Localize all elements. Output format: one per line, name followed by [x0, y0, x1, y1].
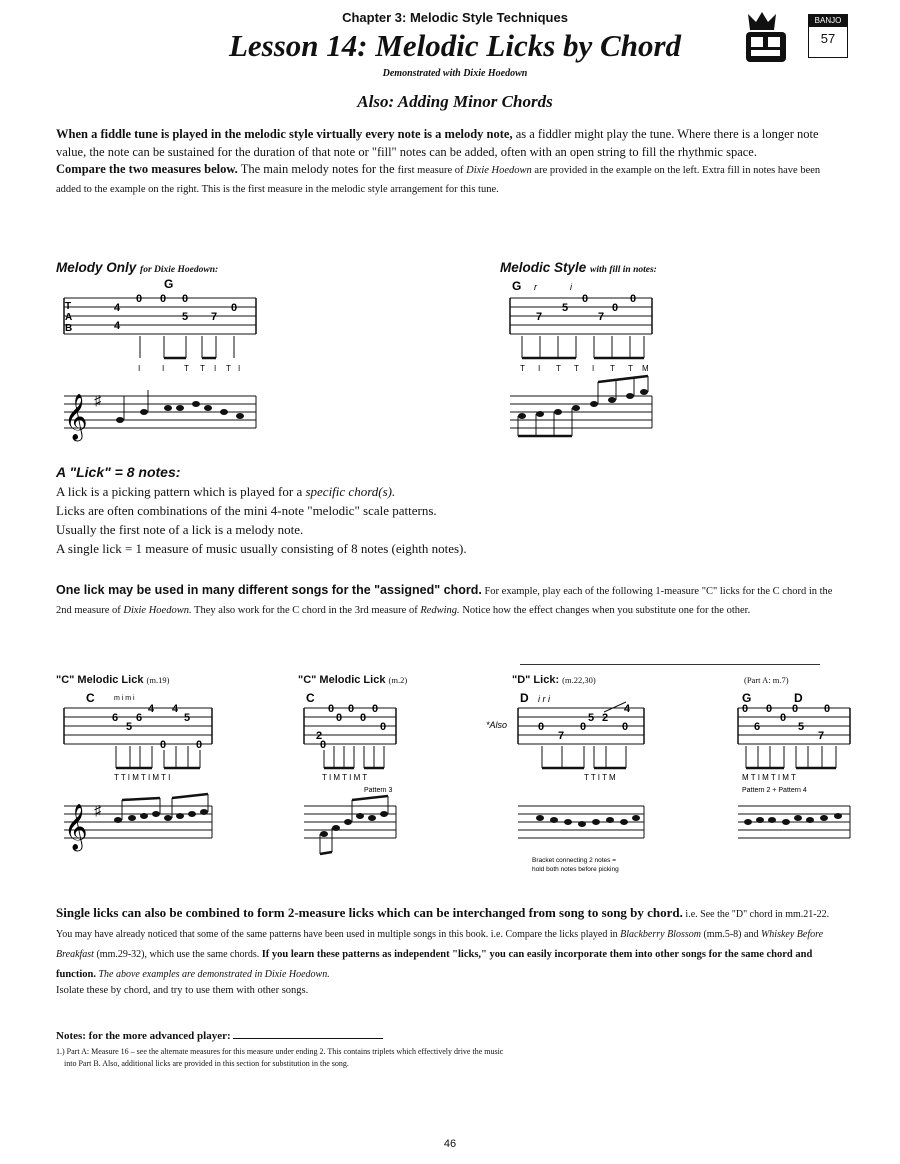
- single-licks-last-line: Isolate these by chord, and try to use them with other songs.: [56, 985, 309, 996]
- tab-number: 0: [231, 302, 238, 314]
- treble-clef-icon: 𝄞: [64, 805, 88, 849]
- tab-number: 5: [588, 712, 595, 724]
- example-2-chord: C: [306, 691, 315, 705]
- notes-line-1: 1.) Part A: Measure 16 – see the alternate measures for this measure under ending 2. This contains triplets which effectively drive the music: [56, 1047, 504, 1056]
- finger-label: T: [520, 364, 525, 373]
- tab-number: 2: [602, 712, 609, 724]
- tab-number: 4: [172, 703, 179, 715]
- lick-line-1: A lick is a picking pattern which is played for a specific chord(s).: [56, 484, 396, 499]
- intro-section: [56, 126, 846, 198]
- intro-paragraph-2: [56, 161, 846, 198]
- melodic-style-chord: G: [512, 279, 522, 293]
- tab-number: 0: [320, 739, 327, 751]
- lesson-subtitle: Also: Adding Minor Chords: [357, 92, 553, 111]
- one-lick-section: [56, 582, 846, 619]
- example-2-label: "C" Melodic Lick (m.2): [298, 674, 408, 686]
- melodic-style-label: Melodic Style with fill in notes:: [500, 260, 657, 275]
- finger-label: T: [556, 364, 561, 373]
- single-licks-paragraph: Single licks can also be combined to form 2-measure licks which can be interchanged from song to song by chord. i.e. See the "D" chord in mm.21-22. You may have already noticed that some of the same patterns have been used in multiple songs in this book. i.e. Compare the licks played in Blackberry Blossom (mm.5-8) and Whiskey Before Breakfast (mm.29-32), which use the same chords. If you learn these patterns as independent "licks," you can easily incorporate them into other songs for the same chord and function. The above examples are demonstrated in Dixie Hoedown.: [56, 905, 830, 980]
- tab-number: 5: [798, 721, 805, 733]
- tab-number: 0: [630, 293, 637, 305]
- example-4-notation: [732, 688, 856, 858]
- finger-label: I: [238, 364, 241, 373]
- melody-only-notation: [56, 276, 266, 446]
- notes-line-2: into Part B. Also, additional licks are provided in this section for substitution in the song.: [64, 1059, 349, 1068]
- finger-label: T: [226, 364, 231, 373]
- intro-p2-bold: Compare the two measures below.: [56, 162, 238, 176]
- intro-p1-bold: When a fiddle tune is played in the melodic style virtually every note is a melody note,: [56, 127, 513, 141]
- finger-label: T: [574, 364, 579, 373]
- tab-number: 6: [112, 712, 119, 724]
- intro-p1-rest: as a fiddler might play the tune. Where there is a longer note value, the note can be sustained for the duration of that note or "fill" notes can be added, often with an open string to fill the rhythmic space.: [56, 127, 819, 159]
- lick-line-3: Usually the first note of a lick is a melody note.: [56, 522, 304, 537]
- intro-p2-small2: are provided in the example on the left. Extra fill in notes have been added to the example on the right. This is the first measure in the melodic style arrangement for this tune.: [56, 165, 821, 195]
- tab-number: 0: [160, 293, 167, 305]
- finger-label: I: [538, 364, 541, 373]
- intro-p2-small1: first measure of: [397, 165, 467, 176]
- example-1-finger-top: m i m i: [114, 695, 135, 702]
- finger-mark: i: [570, 282, 572, 292]
- tab-number: 7: [536, 311, 543, 323]
- example-3-marks: i r i: [538, 694, 550, 704]
- page-box-label: BANJO: [809, 15, 847, 27]
- melodic-style-notation: [502, 276, 662, 446]
- tab-number: 0: [582, 293, 589, 305]
- publisher-logo-icon: [740, 8, 792, 66]
- tab-number: 0: [136, 293, 143, 305]
- tab-number: 7: [818, 730, 825, 742]
- melody-only-chord: G: [164, 277, 174, 291]
- tab-number: 6: [136, 712, 143, 724]
- finger-label: I: [138, 364, 141, 373]
- tab-number: 0: [336, 712, 343, 724]
- finger-label: I: [214, 364, 217, 373]
- tab-number: 0: [792, 703, 799, 715]
- tab-number: 5: [562, 302, 569, 314]
- example-4-chord-d: D: [794, 691, 803, 705]
- lick-section: [56, 464, 846, 558]
- treble-clef-icon: 𝄞: [64, 395, 88, 439]
- tab-number: 0: [742, 703, 749, 715]
- tab-number: 0: [780, 712, 787, 724]
- finger-label: M: [642, 364, 649, 373]
- tab-number: 5: [184, 712, 191, 724]
- one-lick-paragraph: One lick may be used in many different songs for the "assigned" chord. For example, play each of the following 1-measure "C" licks for the C chord in the 2nd measure of Dixie Hoedown. They also work for the C chord in the 3rd measure of Redwing. Notice how the effect changes when you substitute one for the other.: [56, 583, 833, 616]
- notes-section: [56, 1030, 846, 1070]
- sharp-icon: ♯: [94, 802, 101, 818]
- example-3-notation: [484, 688, 654, 888]
- example-4-fingers: M T I M T I M T: [742, 773, 796, 782]
- tab-number: 0: [380, 721, 387, 733]
- tab-number: 4: [114, 320, 121, 332]
- tab-number: 7: [211, 311, 218, 323]
- footer-page-number: 46: [443, 1138, 457, 1150]
- tab-number: 0: [160, 739, 167, 751]
- finger-mark: r: [534, 282, 537, 292]
- finger-label: I: [592, 364, 595, 373]
- demonstrated-with: Demonstrated with Dixie Hoedown: [382, 68, 528, 79]
- example-1-notation: [56, 688, 216, 858]
- finger-label: I: [162, 364, 165, 373]
- example-3-also: *Also: [486, 720, 508, 730]
- example-3-footnote-2: hold both notes before picking: [532, 866, 619, 873]
- tab-number: 4: [148, 703, 155, 715]
- example-4-label: (Part A: m.7): [744, 675, 789, 685]
- lick-line-2: Licks are often combinations of the mini 4-note "melodic" scale patterns.: [56, 503, 437, 518]
- lick-heading: A "Lick" = 8 notes:: [56, 464, 181, 480]
- tab-number: 6: [754, 721, 761, 733]
- tab-number: 4: [114, 302, 121, 314]
- tab-number: 5: [182, 311, 189, 323]
- example-3-chord: D: [520, 691, 529, 705]
- tab-number: 2: [316, 730, 323, 742]
- example-1-chord: C: [86, 691, 95, 705]
- intro-p2-title: Dixie Hoedown: [466, 165, 532, 176]
- notes-heading: Notes: for the more advanced player:: [56, 1030, 846, 1042]
- melody-only-label: Melody Only for Dixie Hoedown:: [56, 260, 219, 275]
- page-number-box: [808, 14, 848, 58]
- example-2-notation: [300, 688, 400, 858]
- tab-number: 0: [196, 739, 203, 751]
- finger-label: T: [628, 364, 633, 373]
- tab-letter-t: T: [65, 301, 72, 312]
- divider-line: [520, 664, 820, 665]
- tab-number: 0: [328, 703, 335, 715]
- tab-number: 0: [348, 703, 355, 715]
- example-1-label: "C" Melodic Lick (m.19): [56, 674, 170, 686]
- chapter-title: Chapter 3: Melodic Style Techniques: [342, 10, 568, 25]
- example-2-fingers: T I M T I M T: [322, 773, 368, 782]
- tab-number: 0: [766, 703, 773, 715]
- lick-line-4: A single lick = 1 measure of music usually consisting of 8 notes (eighth notes).: [56, 541, 467, 556]
- tab-number: 4: [624, 703, 631, 715]
- example-3-footnote-1: Bracket connecting 2 notes =: [532, 857, 617, 864]
- tab-number: 5: [126, 721, 133, 733]
- tab-number: 0: [622, 721, 629, 733]
- intro-paragraph-1: [56, 126, 846, 161]
- tab-number: 7: [598, 311, 605, 323]
- tab-number: 0: [612, 302, 619, 314]
- tab-number: 0: [580, 721, 587, 733]
- sharp-icon: ♯: [94, 392, 101, 408]
- tab-number: 0: [538, 721, 545, 733]
- tab-number: 0: [360, 712, 367, 724]
- example-1-fingers: T T I M T I M T I: [114, 773, 171, 782]
- example-2-pattern: Pattern 3: [364, 787, 393, 794]
- lesson-title: Lesson 14: Melodic Licks by Chord: [228, 28, 682, 63]
- tab-number: 0: [182, 293, 189, 305]
- example-3-fingers: T T I T M: [584, 773, 616, 782]
- finger-label: T: [184, 364, 189, 373]
- example-4-pattern: Pattern 2 + Pattern 4: [742, 787, 807, 794]
- example-4-chord-g: G: [742, 691, 752, 705]
- intro-p2-mid: The main melody notes for the: [237, 162, 398, 176]
- finger-label: T: [610, 364, 615, 373]
- single-licks-section: [56, 904, 846, 999]
- finger-label: T: [200, 364, 205, 373]
- tab-number: 0: [372, 703, 379, 715]
- tab-letter-a: A: [65, 312, 73, 323]
- tab-number: 0: [824, 703, 831, 715]
- page-box-number: 57: [820, 31, 836, 46]
- tab-letter-b: B: [65, 323, 73, 334]
- tab-number: 7: [558, 730, 565, 742]
- example-3-label: "D" Lick: (m.22,30): [512, 674, 596, 686]
